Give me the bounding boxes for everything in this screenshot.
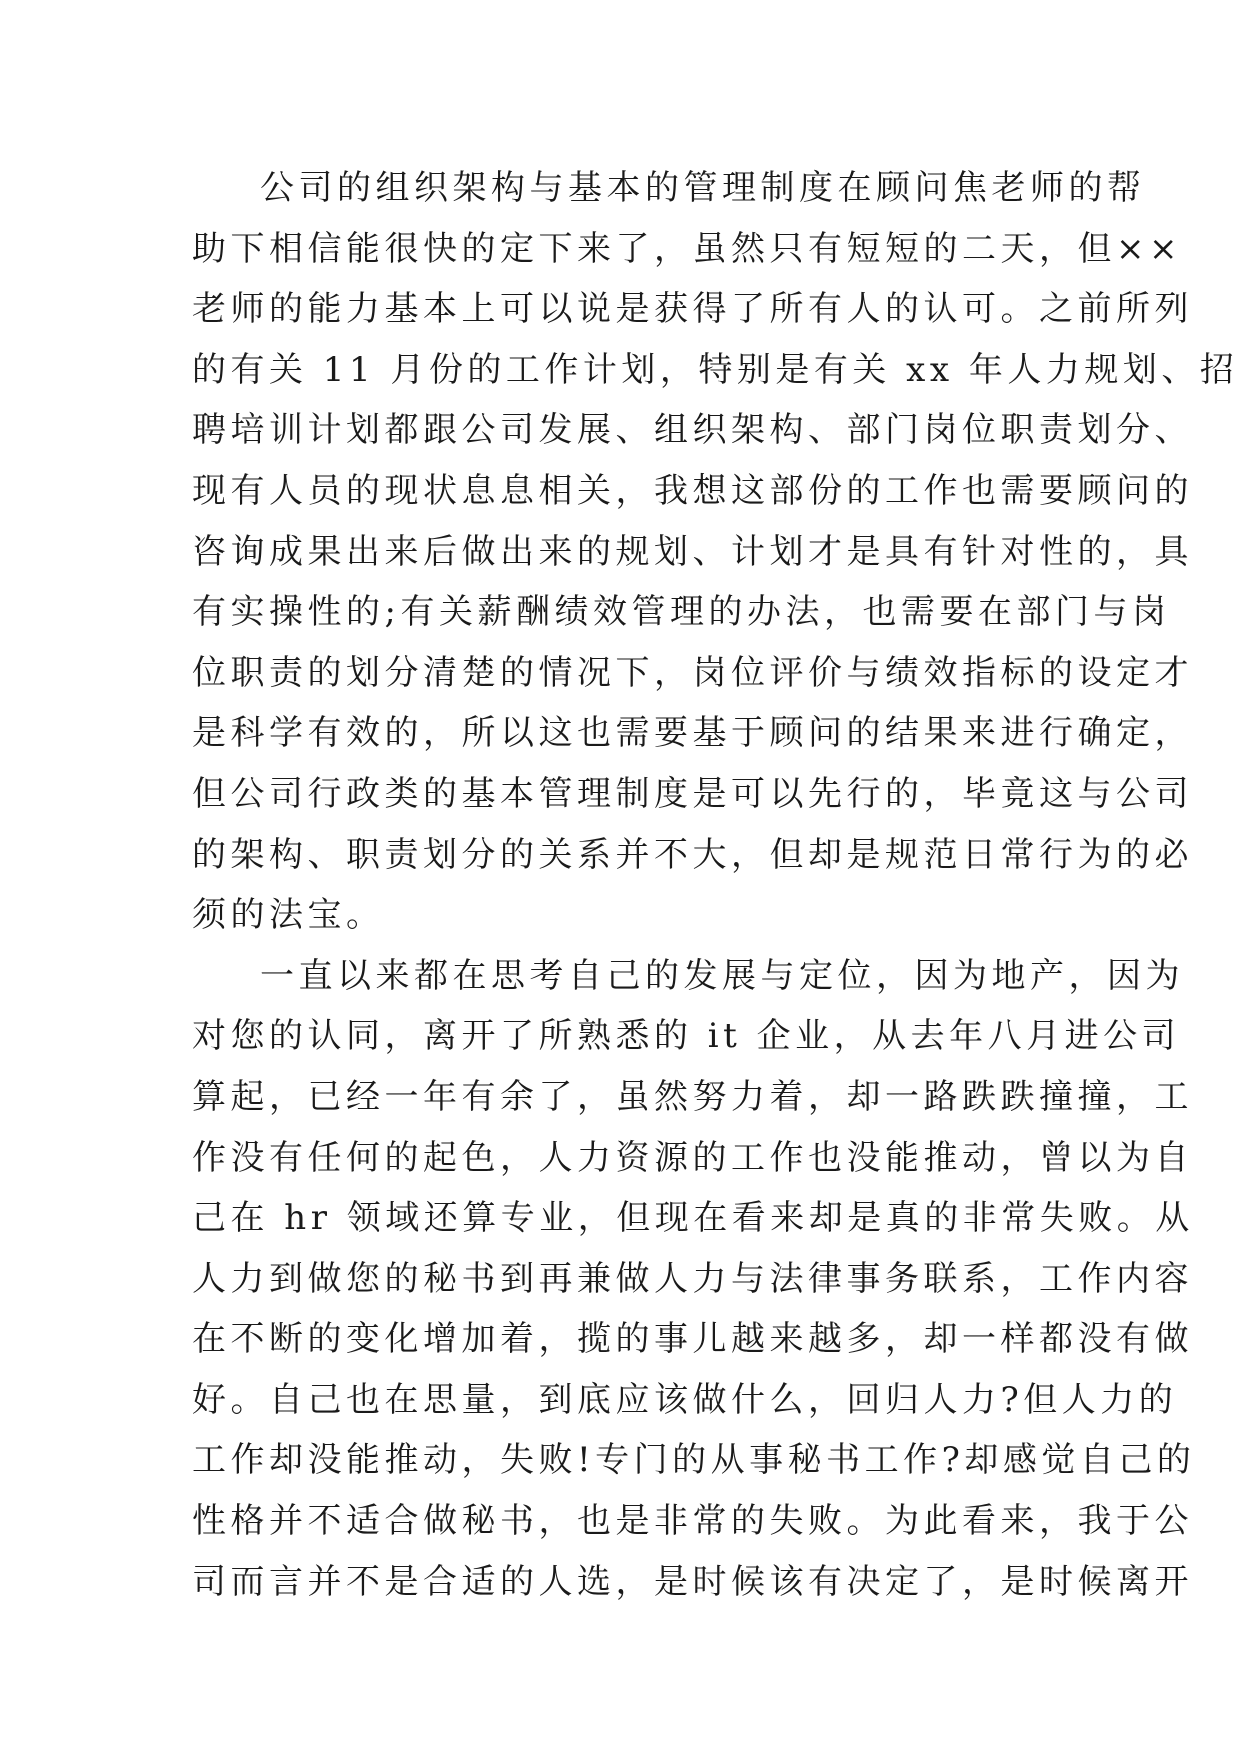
text-line: 司而言并不是合适的人选，是时候该有决定了，是时候离开 xyxy=(192,1561,1193,1602)
text-line: 但公司行政类的基本管理制度是可以先行的，毕竟这与公司 xyxy=(192,773,1193,814)
text-line: 助下相信能很快的定下来了，虽然只有短短的二天，但×× xyxy=(192,228,1182,269)
text-line: 有实操性的;有关薪酬绩效管理的办法，也需要在部门与岗 xyxy=(192,592,1171,633)
text-line: 是科学有效的，所以这也需要基于顾问的结果来进行确定， xyxy=(192,713,1193,754)
paragraph-1 xyxy=(192,158,1239,946)
text-line: 须的法宝。 xyxy=(192,895,385,936)
text-line: 对您的认同，离开了所熟悉的 it 企业，从去年八月进公司 xyxy=(192,1016,1181,1057)
text-line: 公司的组织架构与基本的管理制度在顾问焦老师的帮 xyxy=(260,168,1146,208)
text-line: 咨询成果出来后做出来的规划、计划才是具有针对性的，具 xyxy=(192,531,1193,572)
text-line: 的架构、职责划分的关系并不大，但却是规范日常行为的必 xyxy=(192,834,1193,875)
text-line: 算起，已经一年有余了，虽然努力着，却一路跌跌撞撞，工 xyxy=(192,1076,1193,1117)
document-body xyxy=(192,158,1239,1612)
text-line: 的有关 11 月份的工作计划，特别是有关 xx 年人力规划、招 xyxy=(192,349,1239,390)
text-line: 作没有任何的起色，人力资源的工作也没能推动，曾以为自 xyxy=(192,1137,1193,1178)
text-line: 己在 hr 领域还算专业，但现在看来却是真的非常失败。从 xyxy=(192,1198,1194,1239)
text-line: 性格并不适合做秘书，也是非常的失败。为此看来，我于公 xyxy=(192,1501,1193,1542)
text-line: 在不断的变化增加着，揽的事儿越来越多，却一样都没有做 xyxy=(192,1319,1193,1360)
text-line: 好。自己也在思量，到底应该做什么，回归人力?但人力的 xyxy=(192,1379,1178,1420)
text-line: 人力到做您的秘书到再兼做人力与法律事务联系，工作内容 xyxy=(192,1258,1193,1299)
text-line: 工作却没能推动，失败!专门的从事秘书工作?却感觉自己的 xyxy=(192,1440,1196,1481)
text-line: 现有人员的现状息息相关，我想这部份的工作也需要顾问的 xyxy=(192,470,1193,511)
paragraph-2 xyxy=(192,946,1196,1613)
text-line: 聘培训计划都跟公司发展、组织架构、部门岗位职责划分、 xyxy=(192,410,1193,451)
text-line: 一直以来都在思考自己的发展与定位，因为地产，因为 xyxy=(260,955,1184,996)
text-line: 老师的能力基本上可以说是获得了所有人的认可。之前所列 xyxy=(192,289,1193,330)
text-line: 位职责的划分清楚的情况下，岗位评价与绩效指标的设定才 xyxy=(192,652,1193,693)
